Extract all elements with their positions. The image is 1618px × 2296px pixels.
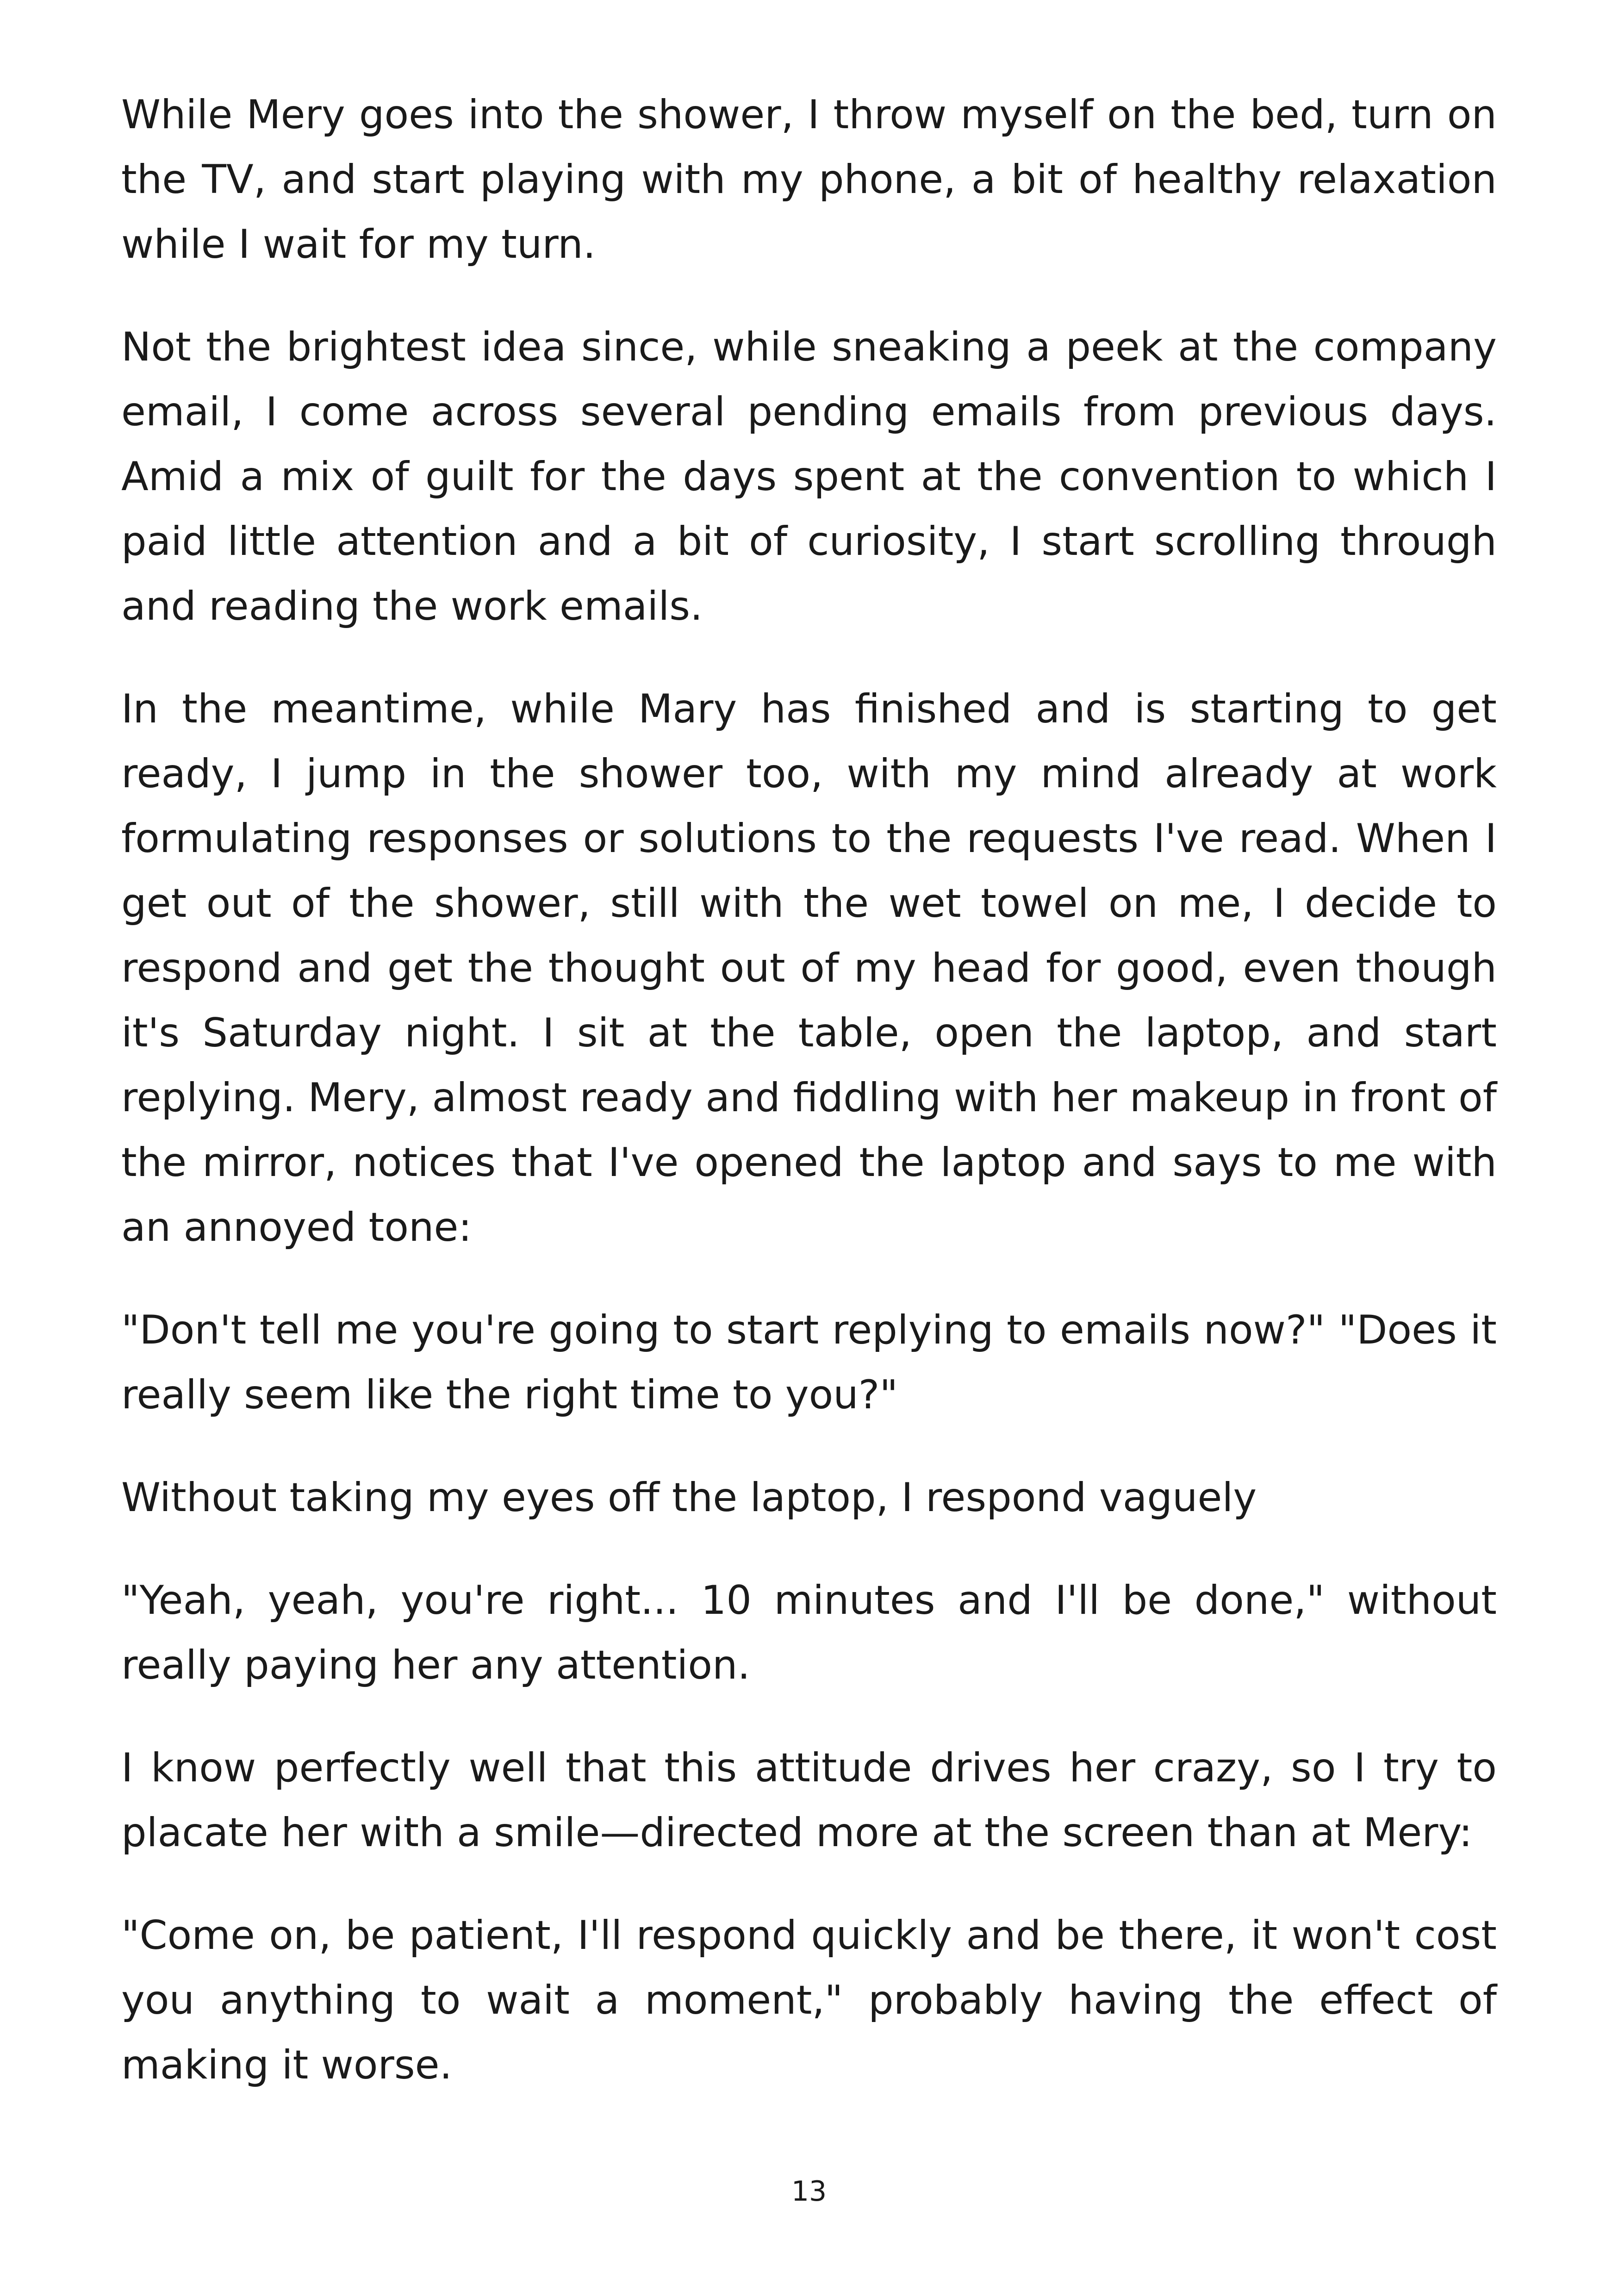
page-number: 13	[791, 2175, 827, 2208]
paragraph-6: "Yeah, yeah, you're right... 10 minutes and I'll be done," without really paying her any attention.	[121, 1577, 1497, 1688]
body-text	[121, 82, 1497, 2135]
paragraph-7: I know perfectly well that this attitude drives her crazy, so I try to placate her with a smile—directed more at the screen than at Mery:	[121, 1745, 1497, 1856]
paragraph-5: Without taking my eyes off the laptop, I respond vaguely	[121, 1475, 1257, 1521]
paragraph-1: While Mery goes into the shower, I throw myself on the bed, turn on the TV, and start playing with my phone, a bit of healthy relaxation while I wait for my turn.	[121, 92, 1497, 268]
paragraph-2: Not the brightest idea since, while sneaking a peek at the company email, I come across several pending emails from previous days. Amid a mix of guilt for the days spent at the convention to which I paid little attention and a bit of curiosity, I start scrolling through and reading the work emails.	[121, 324, 1497, 629]
paragraph-4: "Don't tell me you're going to start replying to emails now?" "Does it really seem like the right time to you?"	[121, 1307, 1497, 1418]
paragraph-8: "Come on, be patient, I'll respond quickly and be there, it won't cost you anything to wait a moment," probably having the effect of making it worse.	[121, 1912, 1497, 2088]
paragraph-3: In the meantime, while Mary has finished and is starting to get ready, I jump in the shower too, with my mind already at work formulating responses or solutions to the requests I've read. When I get out of the shower, still with the wet towel on me, I decide to respond and get the thought out of my head for good, even though it's Saturday night. I sit at the table, open the laptop, and start replying. Mery, almost ready and fiddling with her makeup in front of the mirror, notices that I've opened the laptop and says to me with an annoyed tone:	[121, 686, 1497, 1251]
